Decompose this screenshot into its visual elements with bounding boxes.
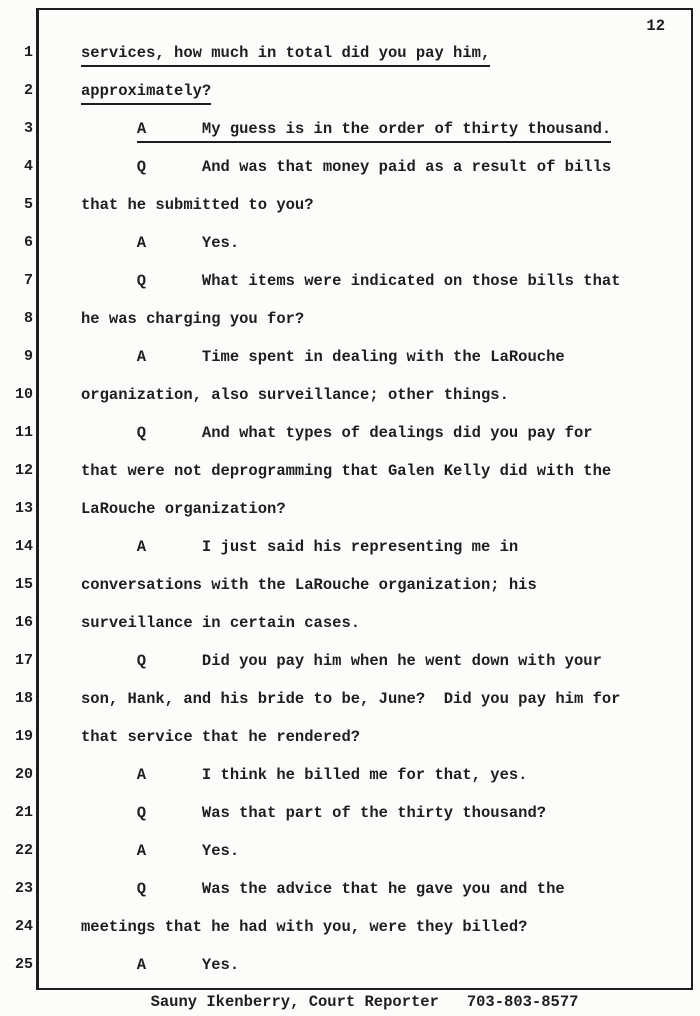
transcript-line: that he submitted to you?: [81, 196, 314, 214]
underlined-text: services, how much in total did you pay him,: [81, 44, 490, 67]
line-number: 15: [14, 576, 33, 593]
line-number: 20: [14, 766, 33, 783]
line-number: 21: [14, 804, 33, 821]
transcript-line: son, Hank, and his bride to be, June? Did you pay him for: [81, 690, 621, 708]
transcript-line: that service that he rendered?: [81, 728, 361, 746]
transcript-line: [81, 72, 689, 110]
transcript-line: he was charging you for?: [81, 310, 305, 328]
transcript-line: surveillance in certain cases.: [81, 614, 361, 632]
page-number: 12: [646, 17, 665, 35]
line-number: 14: [14, 538, 33, 555]
line-number: 19: [14, 728, 33, 745]
transcript-line: A Yes.: [81, 956, 240, 974]
underlined-text: approximately?: [81, 82, 211, 105]
transcript-line: Q Was that part of the thirty thousand?: [81, 804, 547, 822]
line-number: 11: [14, 424, 33, 441]
transcript-line: [81, 34, 689, 72]
transcript-line: A I think he billed me for that, yes.: [81, 766, 528, 784]
line-number: 8: [23, 310, 33, 327]
line-number: 5: [23, 196, 33, 213]
transcript-line: A I just said his representing me in: [81, 538, 519, 556]
transcript-line: Q And was that money paid as a result of bills: [81, 158, 612, 176]
transcript-line: A Yes.: [81, 842, 240, 860]
line-number: 9: [23, 348, 33, 365]
transcript-line: conversations with the LaRouche organization; his: [81, 576, 537, 594]
line-number: 6: [23, 234, 33, 251]
transcript-line: Q Was the advice that he gave you and the: [81, 880, 565, 898]
transcript-line: A Time spent in dealing with the LaRouche: [81, 348, 565, 366]
line-number: 10: [14, 386, 33, 403]
line-number: 18: [14, 690, 33, 707]
line-number: 1: [23, 44, 33, 61]
line-number: 12: [14, 462, 33, 479]
transcript-line: Q What items were indicated on those bills that: [81, 272, 621, 290]
line-number-column: [0, 34, 33, 984]
reporter-footer: Sauny Ikenberry, Court Reporter 703-803-8577: [150, 993, 579, 1011]
transcript-line: A Yes.: [81, 234, 240, 252]
line-number: 13: [14, 500, 33, 517]
transcript-line: [81, 110, 689, 148]
transcript-border-box: [36, 8, 693, 990]
line-number: 2: [23, 82, 33, 99]
line-number: 23: [14, 880, 33, 897]
line-number: 17: [14, 652, 33, 669]
line-number: 25: [14, 956, 33, 973]
underlined-text: A My guess is in the order of thirty thousand.: [137, 120, 611, 143]
line-number: 16: [14, 614, 33, 631]
transcript-line: that were not deprogramming that Galen Kelly did with the: [81, 462, 612, 480]
line-number: 4: [23, 158, 33, 175]
line-number: 24: [14, 918, 33, 935]
transcript-line: Q And what types of dealings did you pay for: [81, 424, 593, 442]
transcript-line: LaRouche organization?: [81, 500, 286, 518]
transcript-lines: [81, 34, 689, 984]
line-number: 7: [23, 272, 33, 289]
transcript-line: Q Did you pay him when he went down with your: [81, 652, 602, 670]
line-number: 3: [23, 120, 33, 137]
line-number: 22: [14, 842, 33, 859]
transcript-line: organization, also surveillance; other things.: [81, 386, 509, 404]
transcript-line: meetings that he had with you, were they billed?: [81, 918, 528, 936]
